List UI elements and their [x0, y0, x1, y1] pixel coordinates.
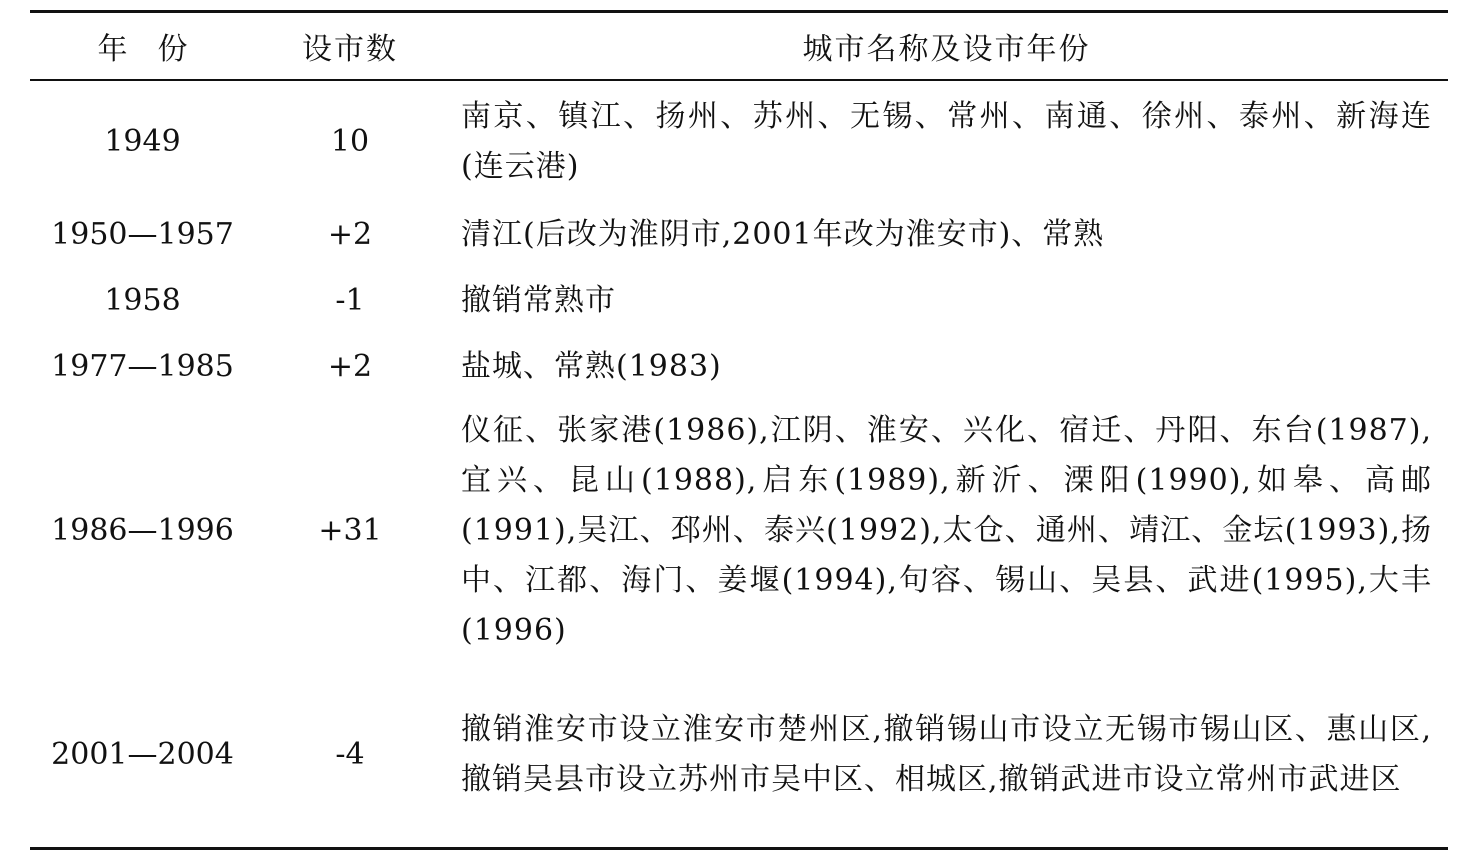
- cities-cell: 清江(后改为淮阴市,2001年改为淮安市)、常熟: [461, 217, 1105, 252]
- header-city-names: 城市名称及设市年份: [802, 32, 1091, 67]
- count-cell: +31: [318, 513, 382, 548]
- header-city-count: 设市数: [302, 32, 398, 67]
- count-cell: +2: [327, 349, 373, 384]
- cities-cell: 撤销淮安市设立淮安市楚州区,撤销锡山市设立无锡市锡山区、惠山区,撤销吴县市设立苏州市吴中区、相城区,撤销武进市设立常州市武进区: [461, 711, 1432, 797]
- cities-cell: 仪征、张家港(1986),江阴、淮安、兴化、宿迁、丹阳、东台(1987),宜兴、昆山(1988),启东(1989),新沂、溧阳(1990),如皋、高邮(1991),吴江、邳州、泰兴(1992),太仓、通州、靖江、金坛(1993),扬中、江都、海门、姜堰(1994),句容、锡山、吴县、武进(1995),大丰(1996): [461, 413, 1432, 648]
- count-cell: -4: [335, 736, 365, 772]
- count-cell: -1: [335, 283, 365, 318]
- table-row: [30, 400, 1448, 662]
- year-cell: 1977—1985: [51, 349, 234, 384]
- table-row: [30, 662, 1448, 849]
- table-row: [30, 334, 1448, 400]
- header-year: 年份: [97, 32, 218, 67]
- year-cell: 1986—1996: [51, 513, 234, 548]
- table-row: [30, 268, 1448, 334]
- year-cell: 1958: [104, 283, 181, 318]
- year-cell: 2001—2004: [51, 736, 234, 772]
- city-establishment-table: [30, 10, 1448, 850]
- table-row: [30, 202, 1448, 268]
- table-header-row: [30, 12, 1448, 81]
- year-cell: 1950—1957: [51, 217, 234, 252]
- table-row: [30, 80, 1448, 202]
- cities-cell: 南京、镇江、扬州、苏州、无锡、常州、南通、徐州、泰州、新海连(连云港): [461, 98, 1432, 184]
- count-cell: +2: [327, 217, 373, 252]
- count-cell: 10: [330, 123, 370, 159]
- year-cell: 1949: [104, 123, 181, 159]
- cities-cell: 盐城、常熟(1983): [461, 349, 722, 384]
- cities-cell: 撤销常熟市: [461, 283, 616, 318]
